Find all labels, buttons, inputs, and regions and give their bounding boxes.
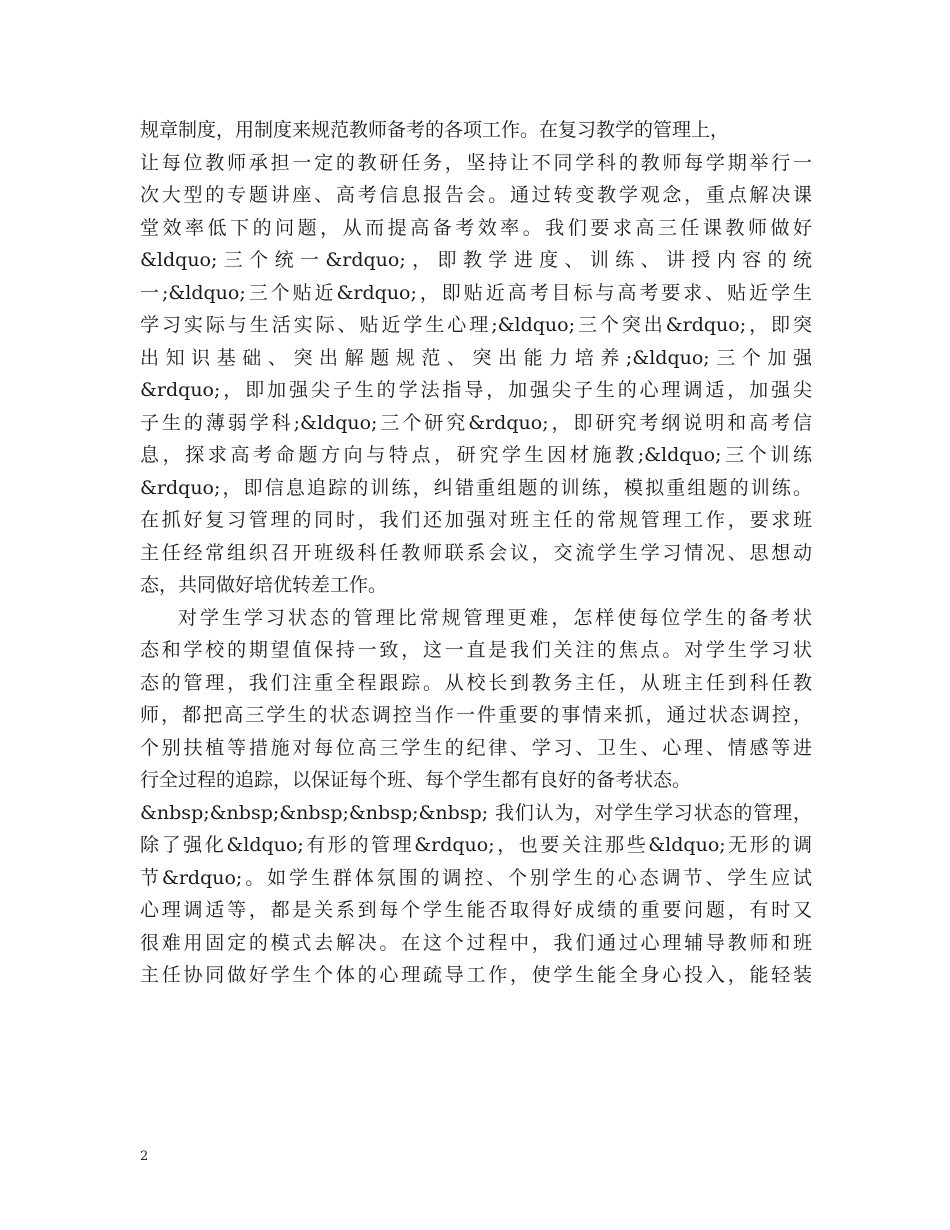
text-line: &rdquo;，即信息追踪的训练，纠错重组题的训练，模拟重组题的训练。 [140,476,812,499]
text-line: &nbsp;&nbsp;&nbsp;&nbsp;&nbsp; 我们认为，对学生学习状态的管理， [140,801,812,824]
document-body [140,114,812,992]
text-line: 节&rdquo;。如学生群体氛围的调控、个别学生的心态调节、学生应试 [140,866,812,889]
page-number: 2 [140,1149,149,1164]
text-line: 态的管理，我们注重全程跟踪。从校长到教务主任，从班主任到科任教 [140,671,812,694]
text-line: &ldquo;三个统一&rdquo;，即教学进度、训练、讲授内容的统 [140,249,812,271]
text-line: 主任协同做好学生个体的心理疏导工作，使学生能全身心投入，能轻装 [140,964,812,986]
text-line: 主任经常组织召开班级科任教师联系会议，交流学生学习情况、思想动 [140,541,812,564]
text-line: 学习实际与生活实际、贴近学生心理;&ldquo;三个突出&rdquo;，即突 [140,314,812,336]
text-line: 息，探求高考命题方向与特点，研究学生因材施教;&ldquo;三个训练 [140,444,812,466]
text-line: &rdquo;，即加强尖子生的学法指导，加强尖子生的心理调适，加强尖 [140,379,812,401]
text-line: 让每位教师承担一定的教研任务，坚持让不同学科的教师每学期举行一 [140,151,812,174]
text-line: 心理调适等，都是关系到每个学生能否取得好成绩的重要问题，有时又 [140,899,812,921]
text-line: 在抓好复习管理的同时，我们还加强对班主任的常规管理工作，要求班 [140,509,812,531]
text-line: 态和学校的期望值保持一致，这一直是我们关注的焦点。对学生学习状 [140,639,812,661]
text-line: 对学生学习状态的管理比常规管理更难，怎样使每位学生的备考状 [178,606,812,629]
text-line: 次大型的专题讲座、高考信息报告会。通过转变教学观念，重点解决课 [140,184,812,206]
text-line: 堂效率低下的问题，从而提高备考效率。我们要求高三任课教师做好 [140,216,812,239]
text-line: 个别扶植等措施对每位高三学生的纪律、学习、卫生、心理、情感等进 [140,736,812,759]
text-line: 很难用固定的模式去解决。在这个过程中，我们通过心理辅导教师和班 [140,931,812,954]
text-line: 行全过程的追踪，以保证每个班、每个学生都有良好的备考状态。 [140,769,692,791]
text-line: 师，都把高三学生的状态调控当作一件重要的事情来抓，通过状态调控， [140,704,812,726]
text-line: 态，共同做好培优转差工作。 [140,574,388,596]
text-line: 出知识基础、突出解题规范、突出能力培养;&ldquo;三个加强 [140,346,812,369]
text-line: 除了强化&ldquo;有形的管理&rdquo;，也要关注那些&ldquo;无形的调 [140,834,812,856]
text-line: 子生的薄弱学科;&ldquo;三个研究&rdquo;，即研究考纲说明和高考信 [140,411,812,434]
text-line: 一;&ldquo;三个贴近&rdquo;，即贴近高考目标与高考要求、贴近学生 [140,281,812,304]
text-line: 规章制度，用制度来规范教师备考的各项工作。在复习教学的管理上， [140,119,730,141]
